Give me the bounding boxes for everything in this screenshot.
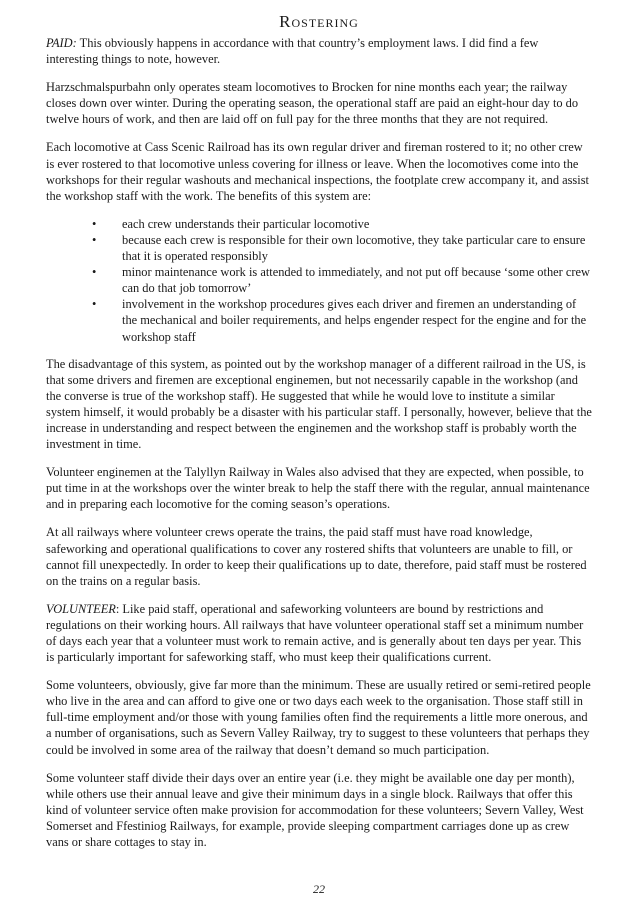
paragraph: Some volunteers, obviously, give far more than the minimum. These are usually retired or semi-retired people who live in the area and can afford to give one or two days each week to the organisation. Those staff still in full-time employment and/or those with young families often find the requirements a little more onerous, and a number of organisations, such as Severn Valley Railway, try to suggest to these volunteers that perhaps they could be involved in some area of the railway that doesn’t demand so much participation. — [46, 678, 591, 757]
paid-lead: PAID: — [46, 36, 77, 50]
list-item — [46, 216, 592, 232]
paragraph: At all railways where volunteer crews operate the trains, the paid staff must have road knowledge, safeworking and operational qualifications to cover any rostered shifts that volunteers are unable to fill, or cannot fill unexpectedly. In order to keep their qualifications up to date, therefore, paid staff must be rostered on the trains on a regular basis. — [46, 525, 587, 588]
bullet-icon: • — [92, 297, 97, 312]
page-number: 22 — [313, 882, 325, 896]
page-title: Rostering — [279, 12, 359, 31]
paragraph: Volunteer enginemen at the Talyllyn Railway in Wales also advised that they are expected, when possible, to put time in at the workshops over the winter break to help the staff there with the regular, annual maintenance and in preparing each locomotive for the coming season’s operations. — [46, 465, 590, 512]
list-item-text: because each crew is responsible for their own locomotive, they take particular care to ensure that it is operated responsibly — [122, 232, 586, 264]
paid-paragraph — [46, 35, 592, 67]
paragraph: Each locomotive at Cass Scenic Railroad has its own regular driver and fireman rostered to it; no other crew is ever rostered to that locomotive unless covering for illness or leave. When the locomotives come into the workshops for their regular washouts and mechanical inspections, the footplate crew accompany it, and assist the workshop staff with the work. The benefits of this system are: — [46, 140, 589, 203]
volunteer-lead: VOLUNTEER — [46, 601, 116, 616]
bullet-icon: • — [92, 232, 97, 247]
list-item-text: each crew understands their particular locomotive — [122, 216, 370, 231]
paragraph: Harzschmalspurbahn only operates steam locomotives to Brocken for nine months each year; the railway closes down over winter. During the operating season, the operational staff are paid an eight-hour day to do twelve hours of work, and then are laid off on full pay for the three months that they are not required. — [46, 80, 579, 127]
paid-text: This obviously happens in accordance with that country’s employment laws. I did find a few interesting things to note, however. — [46, 36, 539, 67]
paragraph: The disadvantage of this system, as pointed out by the workshop manager of a different railroad in the US, is that some drivers and firemen are exceptional enginemen, but not necessarily capable in the workshop (and the converse is true of the workshop staff). He suggested that while he would love to institute a similar system himself, it would probably be a disaster with his particular staff. I personally, however, believe that the increase in understanding and respect between the enginemen and the workshop staff is probably worth the investment in time. — [46, 356, 592, 452]
list-item — [46, 264, 592, 296]
list-item — [46, 296, 592, 344]
list-item — [46, 232, 592, 264]
volunteer-paragraph — [46, 601, 592, 665]
benefits-list — [46, 216, 592, 345]
list-item-text: minor maintenance work is attended to immediately, and not put off because ‘some other crew can do that job tomorrow’ — [122, 265, 590, 296]
volunteer-text: : Like paid staff, operational and safeworking volunteers are bound by restrictions and regulations on their working hours. All railways that have volunteer operational staff set a minimum number of days each year that a volunteer must work to remain active, and is generally about ten days per year. This is particularly important for safeworking staff, who must keep their qualifications current. — [46, 601, 584, 665]
bullet-icon: • — [92, 216, 97, 231]
paragraph: Some volunteer staff divide their days over an entire year (i.e. they might be available one day per month), while others use their annual leave and give their minimum days in a single block. Railways that offer this kind of volunteer service often make provision for accommodation for these volunteers; Severn Valley, West Somerset and Ffestiniog Railways, for example, provide sleeping compartment carriages done up as crew vans or share cottages to stay in. — [46, 770, 584, 850]
bullet-icon: • — [92, 265, 97, 280]
list-item-text: involvement in the workshop procedures gives each driver and firemen an understanding of the mechanical and boiler requirements, and helps engender respect for the engine and for the workshop staff — [122, 297, 587, 344]
